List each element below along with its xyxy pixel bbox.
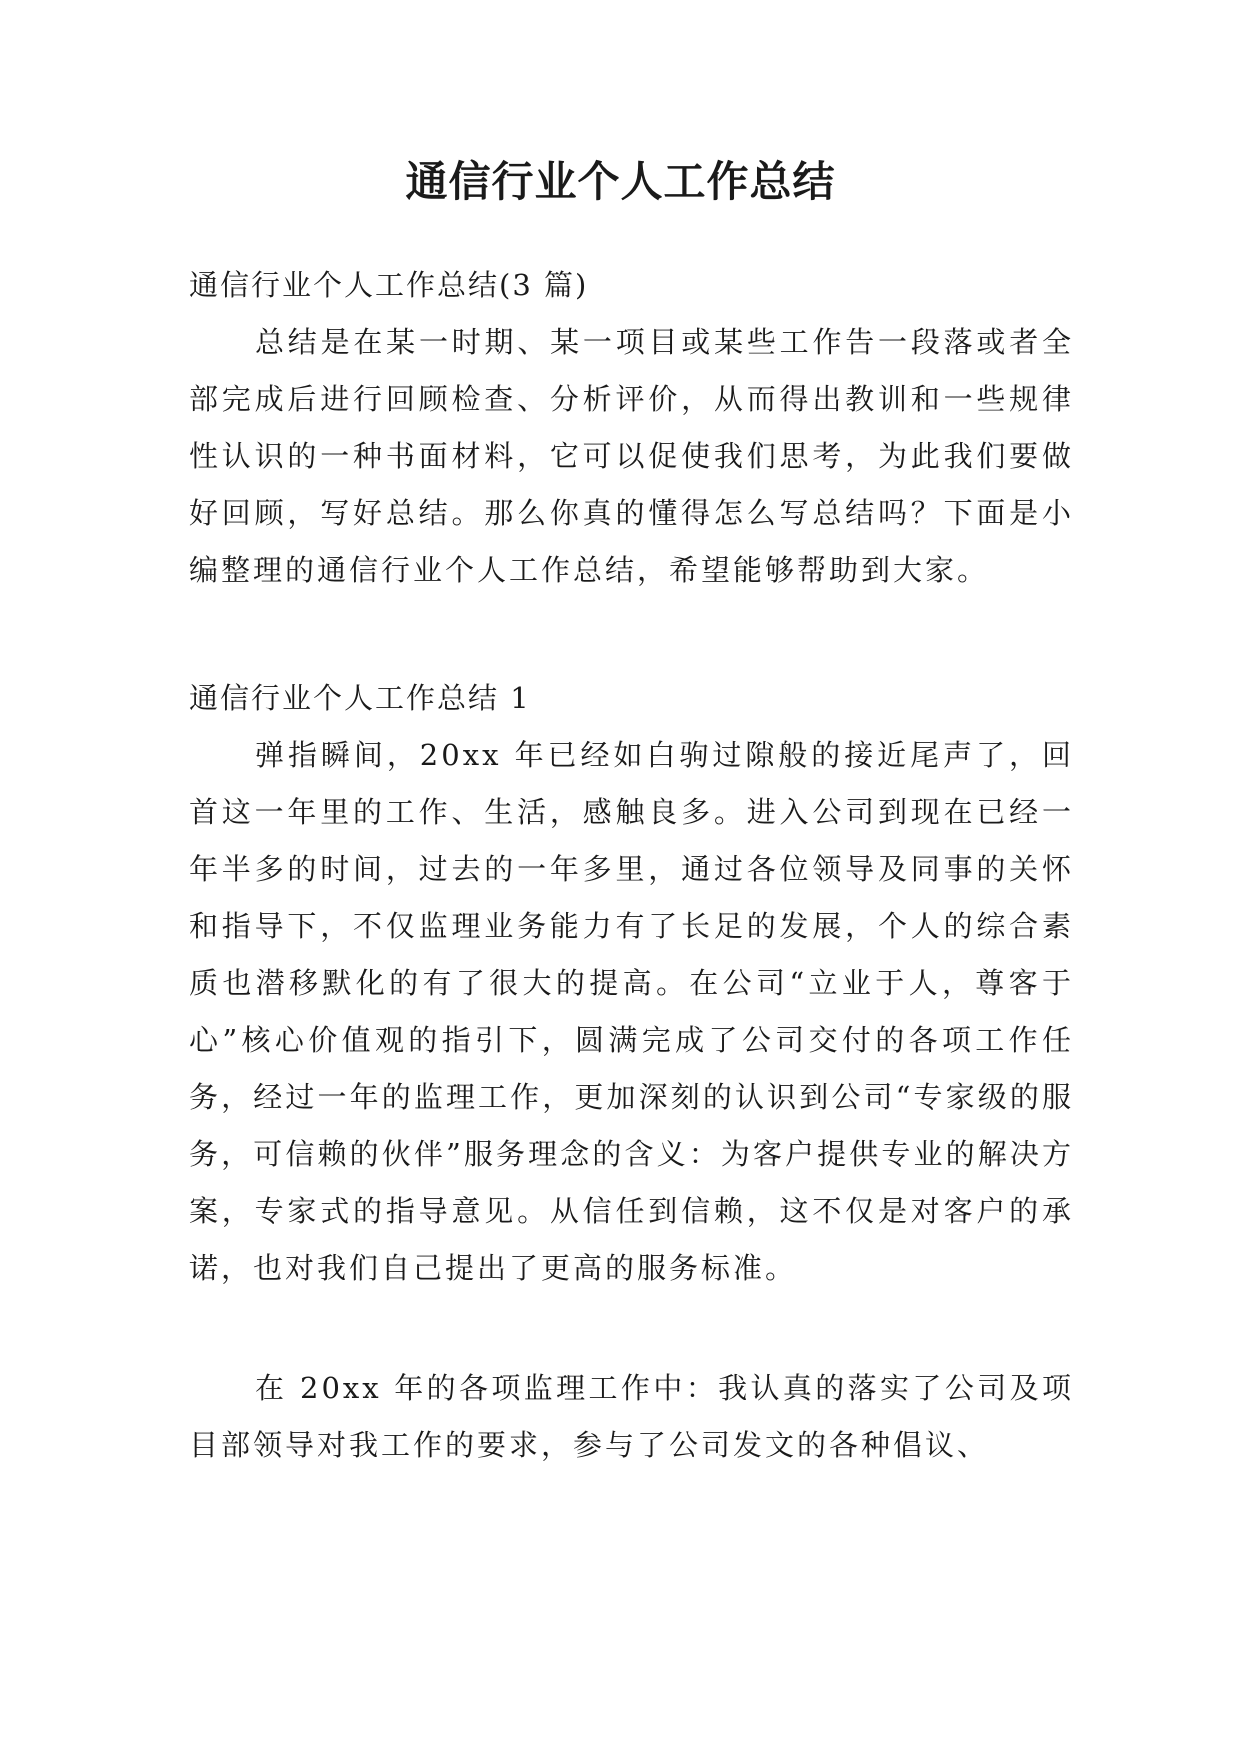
document-title: 通信行业个人工作总结 [405,157,836,206]
section-1-paragraph-1: 弹指瞬间，20xx 年已经如白驹过隙般的接近尾声了，回首这一年里的工作、生活，感触良多。进入公司到现在已经一年半多的时间，过去的一年多里，通过各位领导及同事的关怀和指导下，不仅监理业务能力有了长足的发展，个人的综合素质也潜移默化的有了很大的提高。在公司“立业于人，尊客于心”核心价值观的指引下，圆满完成了公司交付的各项工作任务，经过一年的监理工作，更加深刻的认识到公司“专家级的服务，可信赖的伙伴”服务理念的含义：为客户提供专业的解决方案，专家式的指导意见。从信任到信赖，这不仅是对客户的承诺，也对我们自己提出了更高的服务标准。 [189,738,1074,1285]
section-1-heading: 通信行业个人工作总结 1 [189,681,531,715]
document-subtitle: 通信行业个人工作总结(3 篇) [189,268,589,302]
section-1-paragraph-2: 在 20xx 年的各项监理工作中：我认真的落实了公司及项目部领导对我工作的要求，参与了公司发文的各种倡议、 [189,1371,1074,1462]
intro-paragraph: 总结是在某一时期、某一项目或某些工作告一段落或者全部完成后进行回顾检查、分析评价，从而得出教训和一些规律性认识的一种书面材料，它可以促使我们思考，为此我们要做好回顾，写好总结。那么你真的懂得怎么写总结吗？下面是小编整理的通信行业个人工作总结，希望能够帮助到大家。 [189,325,1074,587]
